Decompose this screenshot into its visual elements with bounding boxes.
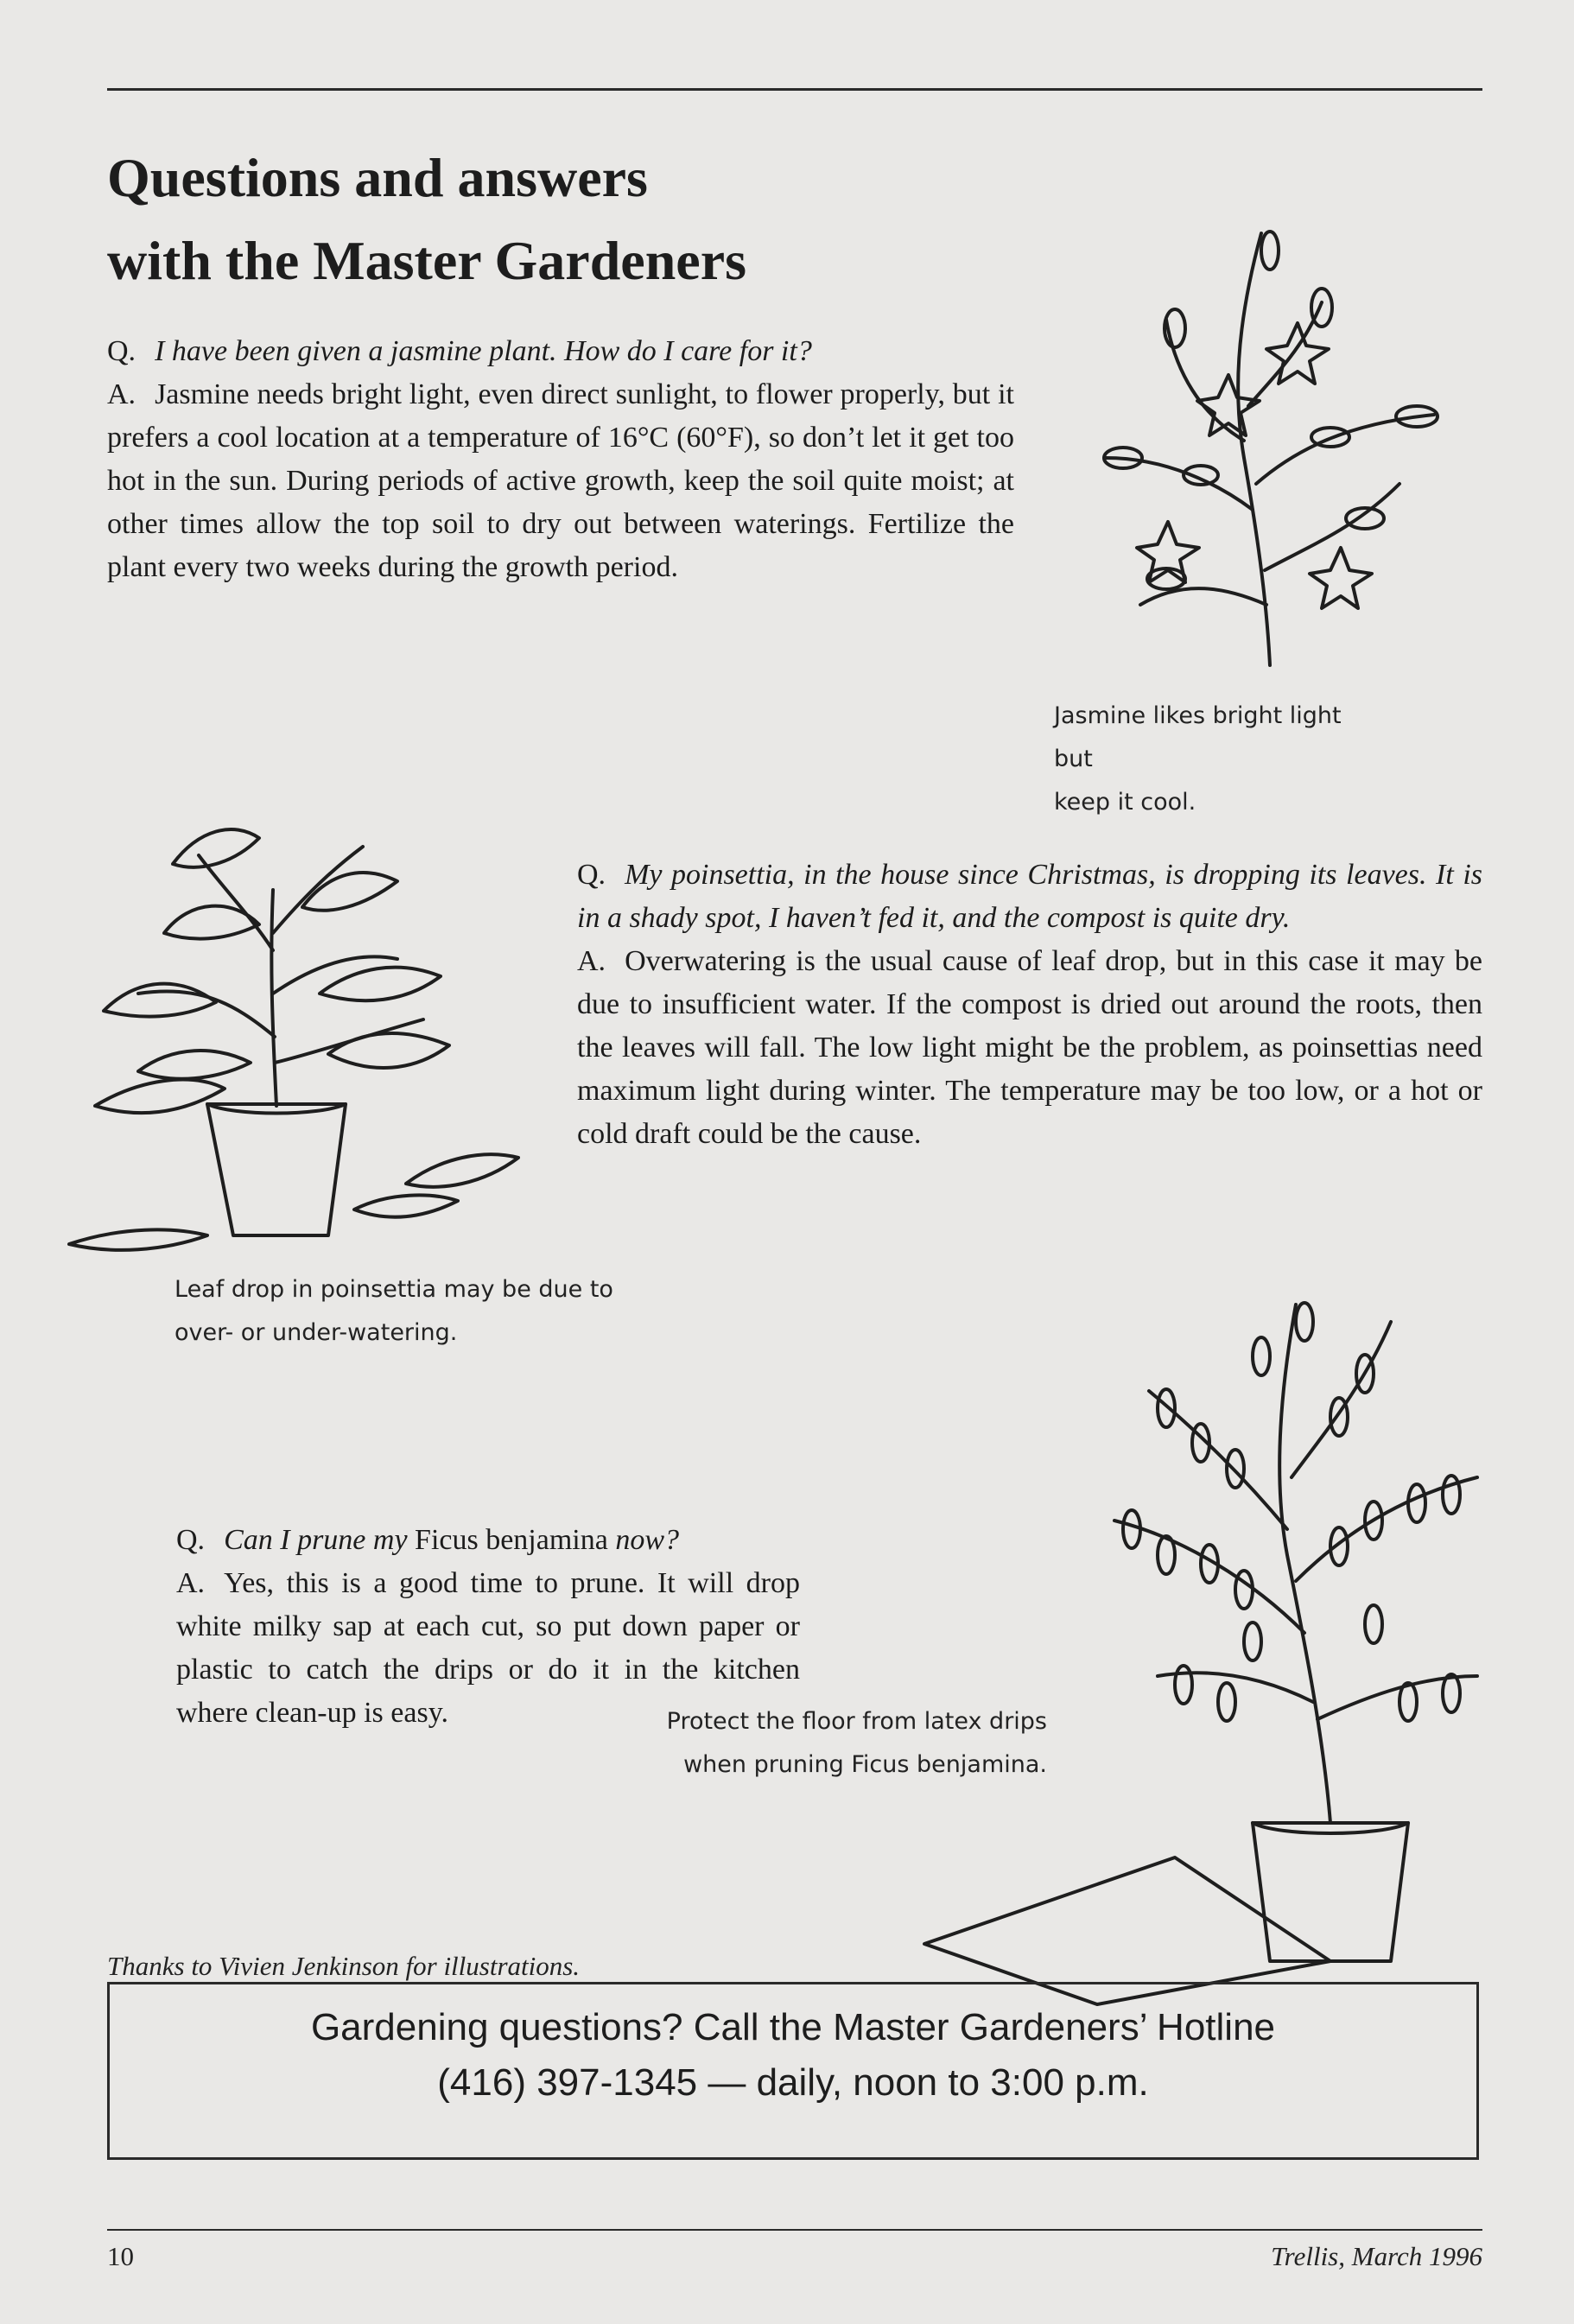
poinsettia-plant-drawing (69, 778, 553, 1261)
publication-issue: Trellis, March 1996 (1271, 2241, 1482, 2271)
page-number: 10 (107, 2241, 134, 2271)
question-text: I have been given a jasmine plant. How do I care for it? (155, 335, 812, 367)
answer-label: A. (176, 1567, 206, 1599)
answer-jasmine (107, 373, 1014, 589)
poinsettia-caption-line-1: Leaf drop in poinsettia may be due to (175, 1276, 613, 1303)
question-text-before: Can I prune my (224, 1524, 408, 1556)
question-ficus (176, 1519, 800, 1562)
jasmine-caption-line-1: Jasmine likes bright light but (1054, 702, 1342, 772)
hotline-box (107, 1982, 1479, 2160)
question-poinsettia (577, 854, 1482, 940)
answer-text: Yes, this is a good time to prune. It will drop white milky sap at each cut, so put down paper or plastic to catch the drips or do it in the kitchen where clean-up is easy. (176, 1567, 800, 1729)
illustration-credits: Thanks to Vivien Jenkinson for illustrations. (107, 1951, 581, 1981)
question-label: Q. (107, 335, 136, 367)
question-label: Q. (577, 859, 606, 891)
top-rule (107, 88, 1482, 91)
ficus-caption-line-2: when pruning Ficus benjamina. (683, 1751, 1047, 1778)
ficus-benjamina-drawing (924, 1270, 1495, 2013)
title-line-1: Questions and answers (107, 147, 648, 208)
answer-text: Jasmine needs bright light, even direct sunlight, to flower properly, but it prefers a cool location at a temperature of 16°C (60°F), so don’t let it get too hot in the sun. During periods of active growth, keep the soil quite moist; at other times allow the top soil to dry out between waterings. Fertilize the plant every two weeks during the growth period. (107, 378, 1014, 583)
qa-jasmine (107, 330, 1014, 589)
jasmine-plant-drawing (1071, 199, 1477, 683)
hotline-phone-line: (416) 397-1345 — daily, noon to 3:00 p.m. (437, 2061, 1149, 2104)
answer-label: A. (107, 378, 136, 410)
poinsettia-caption (175, 1268, 727, 1355)
answer-poinsettia (577, 940, 1482, 1156)
jasmine-caption (1054, 695, 1348, 824)
question-jasmine (107, 330, 1014, 373)
question-label: Q. (176, 1524, 206, 1556)
title-line-2: with the Master Gardeners (107, 230, 746, 291)
jasmine-caption-line-2: keep it cool. (1054, 789, 1196, 816)
qa-poinsettia (577, 854, 1482, 1156)
question-text-after: now? (615, 1524, 680, 1556)
bottom-rule (107, 2229, 1482, 2231)
answer-text: Overwatering is the usual cause of leaf drop, but in this case it may be due to insufficient water. If the compost is dried out around the roots, then the leaves will fall. The low light might be the problem, as poinsettias need maximum light during winter. The temperature may be too low, or a hot or cold draft could be the cause. (577, 945, 1482, 1150)
hotline-line-1: Gardening questions? Call the Master Gardeners’ Hotline (310, 2006, 1276, 2048)
question-plant-name: Ficus benjamina (415, 1524, 608, 1556)
question-text: My poinsettia, in the house since Christmas, is dropping its leaves. It is in a shady spot, I haven’t fed it, and the compost is quite dry. (577, 859, 1482, 934)
ficus-caption-line-1: Protect the floor from latex drips (666, 1708, 1047, 1735)
article-title (107, 137, 971, 302)
answer-label: A. (577, 945, 606, 977)
poinsettia-caption-line-2: over- or under-watering. (175, 1319, 458, 1346)
